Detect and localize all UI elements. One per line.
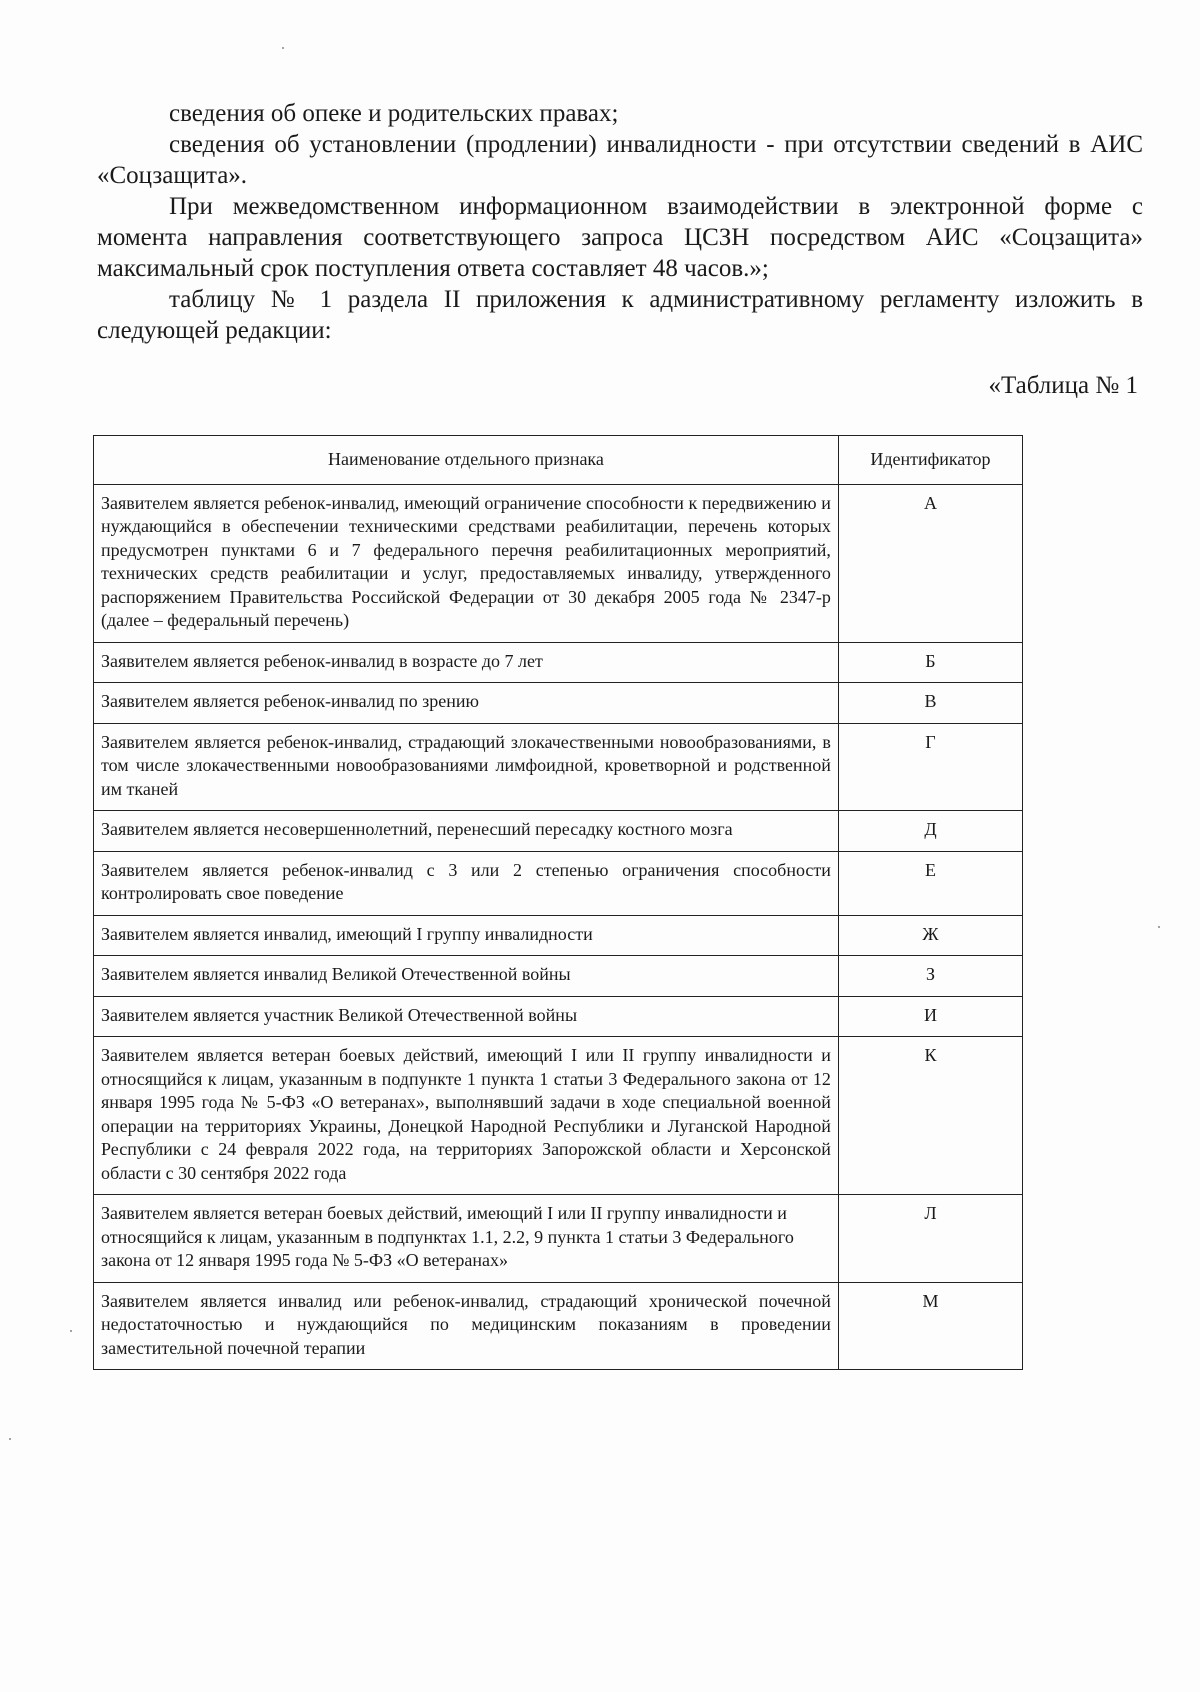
row-name: Заявителем является ребенок-инвалид, имеющий ограничение способности к передвижению и нуждающийся в обеспечении техническими средствами реабилитации, перечень которых предусмотрен пунктами 6 и 7 федерального перечня реабилитационных мероприятий, технических средств реабилитации и услуг, предоставляемых инвалиду, утвержденного распоряжением Правительства Российской Федерации от 30 декабря 2005 года № 2347-р (далее – федеральный перечень) — [94, 484, 839, 642]
scan-speck — [9, 1438, 11, 1440]
header-ident: Идентификатор — [838, 436, 1022, 485]
table-row — [94, 484, 1023, 642]
header-name: Наименование отдельного признака — [94, 436, 839, 485]
table-row — [94, 683, 1023, 724]
table-row — [94, 1195, 1023, 1283]
table-row — [94, 1037, 1023, 1195]
row-name: Заявителем является ребенок-инвалид с 3 или 2 степенью ограничения способности контролировать свое поведение — [94, 851, 839, 915]
table-row — [94, 1282, 1023, 1370]
table-row — [94, 915, 1023, 956]
row-name: Заявителем является инвалид или ребенок-инвалид, страдающий хронической почечной недостаточностью и нуждающийся по медицинским показаниям в проведении заместительной почечной терапии — [94, 1282, 839, 1370]
table-row — [94, 811, 1023, 852]
row-ident: Е — [838, 851, 1022, 915]
row-name: Заявителем является ребенок-инвалид, страдающий злокачественными новообразованиями, в том числе злокачественными новообразованиями лимфоидной, кроветворной и родственной им тканей — [94, 723, 839, 811]
row-ident: Г — [838, 723, 1022, 811]
scan-speck — [70, 1330, 72, 1332]
intro-paragraph: сведения об установлении (продлении) инвалидности - при отсутствии сведений в АИС «Соцзащита». — [97, 131, 1143, 189]
row-name: Заявителем является участник Великой Отечественной войны — [94, 996, 839, 1037]
row-name: Заявителем является инвалид Великой Отечественной войны — [94, 956, 839, 997]
intro-paragraph: таблицу № 1 раздела II приложения к административному регламенту изложить в следующей редакции: — [97, 286, 1143, 344]
row-ident: Д — [838, 811, 1022, 852]
table-row — [94, 851, 1023, 915]
row-name: Заявителем является ветеран боевых действий, имеющий I или II группу инвалидности и относящийся к лицам, указанным в подпункте 1 пункта 1 статьи 3 Федерального закона от 12 января 1995 года № 5-ФЗ «О ветеранах», выполнявший задачи в ходе специальной военной операции на территориях Украины, Донецкой Народной Республики и Луганской Народной Республики с 24 февраля 2022 года, на территориях Запорожской области и Херсонской области с 30 сентября 2022 года — [94, 1037, 839, 1195]
table-row — [94, 996, 1023, 1037]
row-ident: М — [838, 1282, 1022, 1370]
row-name: Заявителем является инвалид, имеющий I группу инвалидности — [94, 915, 839, 956]
row-ident: И — [838, 996, 1022, 1037]
table-row — [94, 956, 1023, 997]
table-caption: «Таблица № 1 — [988, 372, 1138, 399]
intro-text — [97, 98, 1143, 346]
row-ident: К — [838, 1037, 1022, 1195]
row-name: Заявителем является несовершеннолетний, перенесший пересадку костного мозга — [94, 811, 839, 852]
row-name: Заявителем является ветеран боевых действий, имеющий I или II группу инвалидности и относящийся к лицам, указанным в подпунктах 1.1, 2.2, 9 пункта 1 статьи 3 Федерального закона от 12 января 1995 года № 5-ФЗ «О ветеранах» — [94, 1195, 839, 1283]
criteria-table — [93, 435, 1023, 1370]
row-ident: Б — [838, 642, 1022, 683]
intro-paragraph: При межведомственном информационном взаимодействии в электронной форме с момента направления соответствующего запроса ЦСЗН посредством АИС «Соцзащита» максимальный срок поступления ответа составляет 48 часов.»; — [97, 193, 1143, 282]
table-row — [94, 642, 1023, 683]
row-ident: Л — [838, 1195, 1022, 1283]
row-ident: З — [838, 956, 1022, 997]
intro-paragraph: сведения об опеке и родительских правах; — [169, 100, 619, 127]
row-ident: А — [838, 484, 1022, 642]
row-ident: Ж — [838, 915, 1022, 956]
table-header-row — [94, 436, 1023, 485]
row-name: Заявителем является ребенок-инвалид в возрасте до 7 лет — [94, 642, 839, 683]
scan-speck — [1158, 926, 1160, 928]
scan-speck — [282, 47, 284, 49]
table-row — [94, 723, 1023, 811]
row-ident: В — [838, 683, 1022, 724]
row-name: Заявителем является ребенок-инвалид по зрению — [94, 683, 839, 724]
